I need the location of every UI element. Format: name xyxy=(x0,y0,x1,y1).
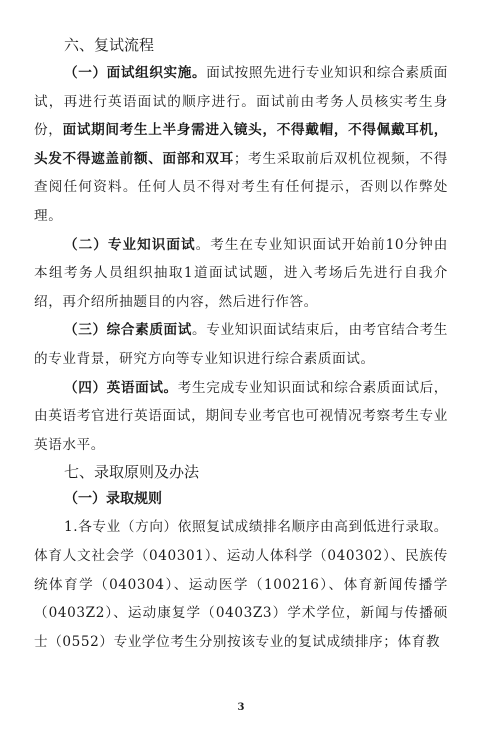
paragraph-comprehensive-interview xyxy=(34,316,448,373)
page-number: 3 xyxy=(237,702,245,713)
paragraph-lead: （三）综合素质面试 xyxy=(64,322,193,339)
paragraph-english-interview xyxy=(34,374,448,460)
paragraph-text: 。考生在专业知识面试开始前10分钟由本组考务人员组织抽取1道面试试题，进入考场后先进行自我介绍，再介绍所抽题目的内容，然后进行作答。 xyxy=(34,236,448,310)
paragraph-text: 面试按照先进行专业知识和综合素质面试，再进行英语面试的顺序进行。面试前由考务人员核实考生身份， xyxy=(34,65,448,139)
document-body xyxy=(34,32,448,656)
paragraph-text: ；考生采取前后双机位视频，不得查阅任何资料。任何人员不得对考生有任何提示，否则以作弊处理。 xyxy=(34,150,448,224)
section-heading-6: 六、复试流程 xyxy=(64,36,155,54)
paragraph-professional-interview xyxy=(34,231,448,317)
paragraph-admission-rules: 1.各专业（方向）依照复试成绩排名顺序由高到低进行录取。体育人文社会学（040301）、运动人体科学（040302）、民族传统体育学（040304）、运动医学（100216）、体育新闻传播学（0403Z2）、运动康复学（0403Z3）学术学位，新闻与传播硕士（0552）专业学位考生分别按该专业的复试成绩排序；体育教 xyxy=(34,519,448,650)
paragraph-lead: （一）面试组织实施。 xyxy=(64,65,207,81)
subsection-heading xyxy=(34,486,448,513)
paragraph-text: 。专业知识面试结束后，由考官结合考生的专业背景，研究方向等专业知识进行综合素质面试。 xyxy=(34,322,448,367)
section-heading-7: 七、录取原则及办法 xyxy=(64,463,200,482)
paragraph-lead: （二）专业知识面试 xyxy=(64,236,196,253)
paragraph-emphasis: 面试期间考生上半身需进入镜头，不得戴帽，不得佩戴耳机，头发不得遮盖前额、面部和双耳 xyxy=(34,122,448,167)
subsection-heading-text: （一）录取规则 xyxy=(64,491,162,508)
paragraph-interview-organization xyxy=(34,59,448,231)
paragraph-text: 考生完成专业知识面试和综合素质面试后，由英语考官进行英语面试，期间专业考官也可视情况考察考生专业英语水平。 xyxy=(34,379,448,453)
paragraph-lead: （四）英语面试。 xyxy=(64,379,178,396)
